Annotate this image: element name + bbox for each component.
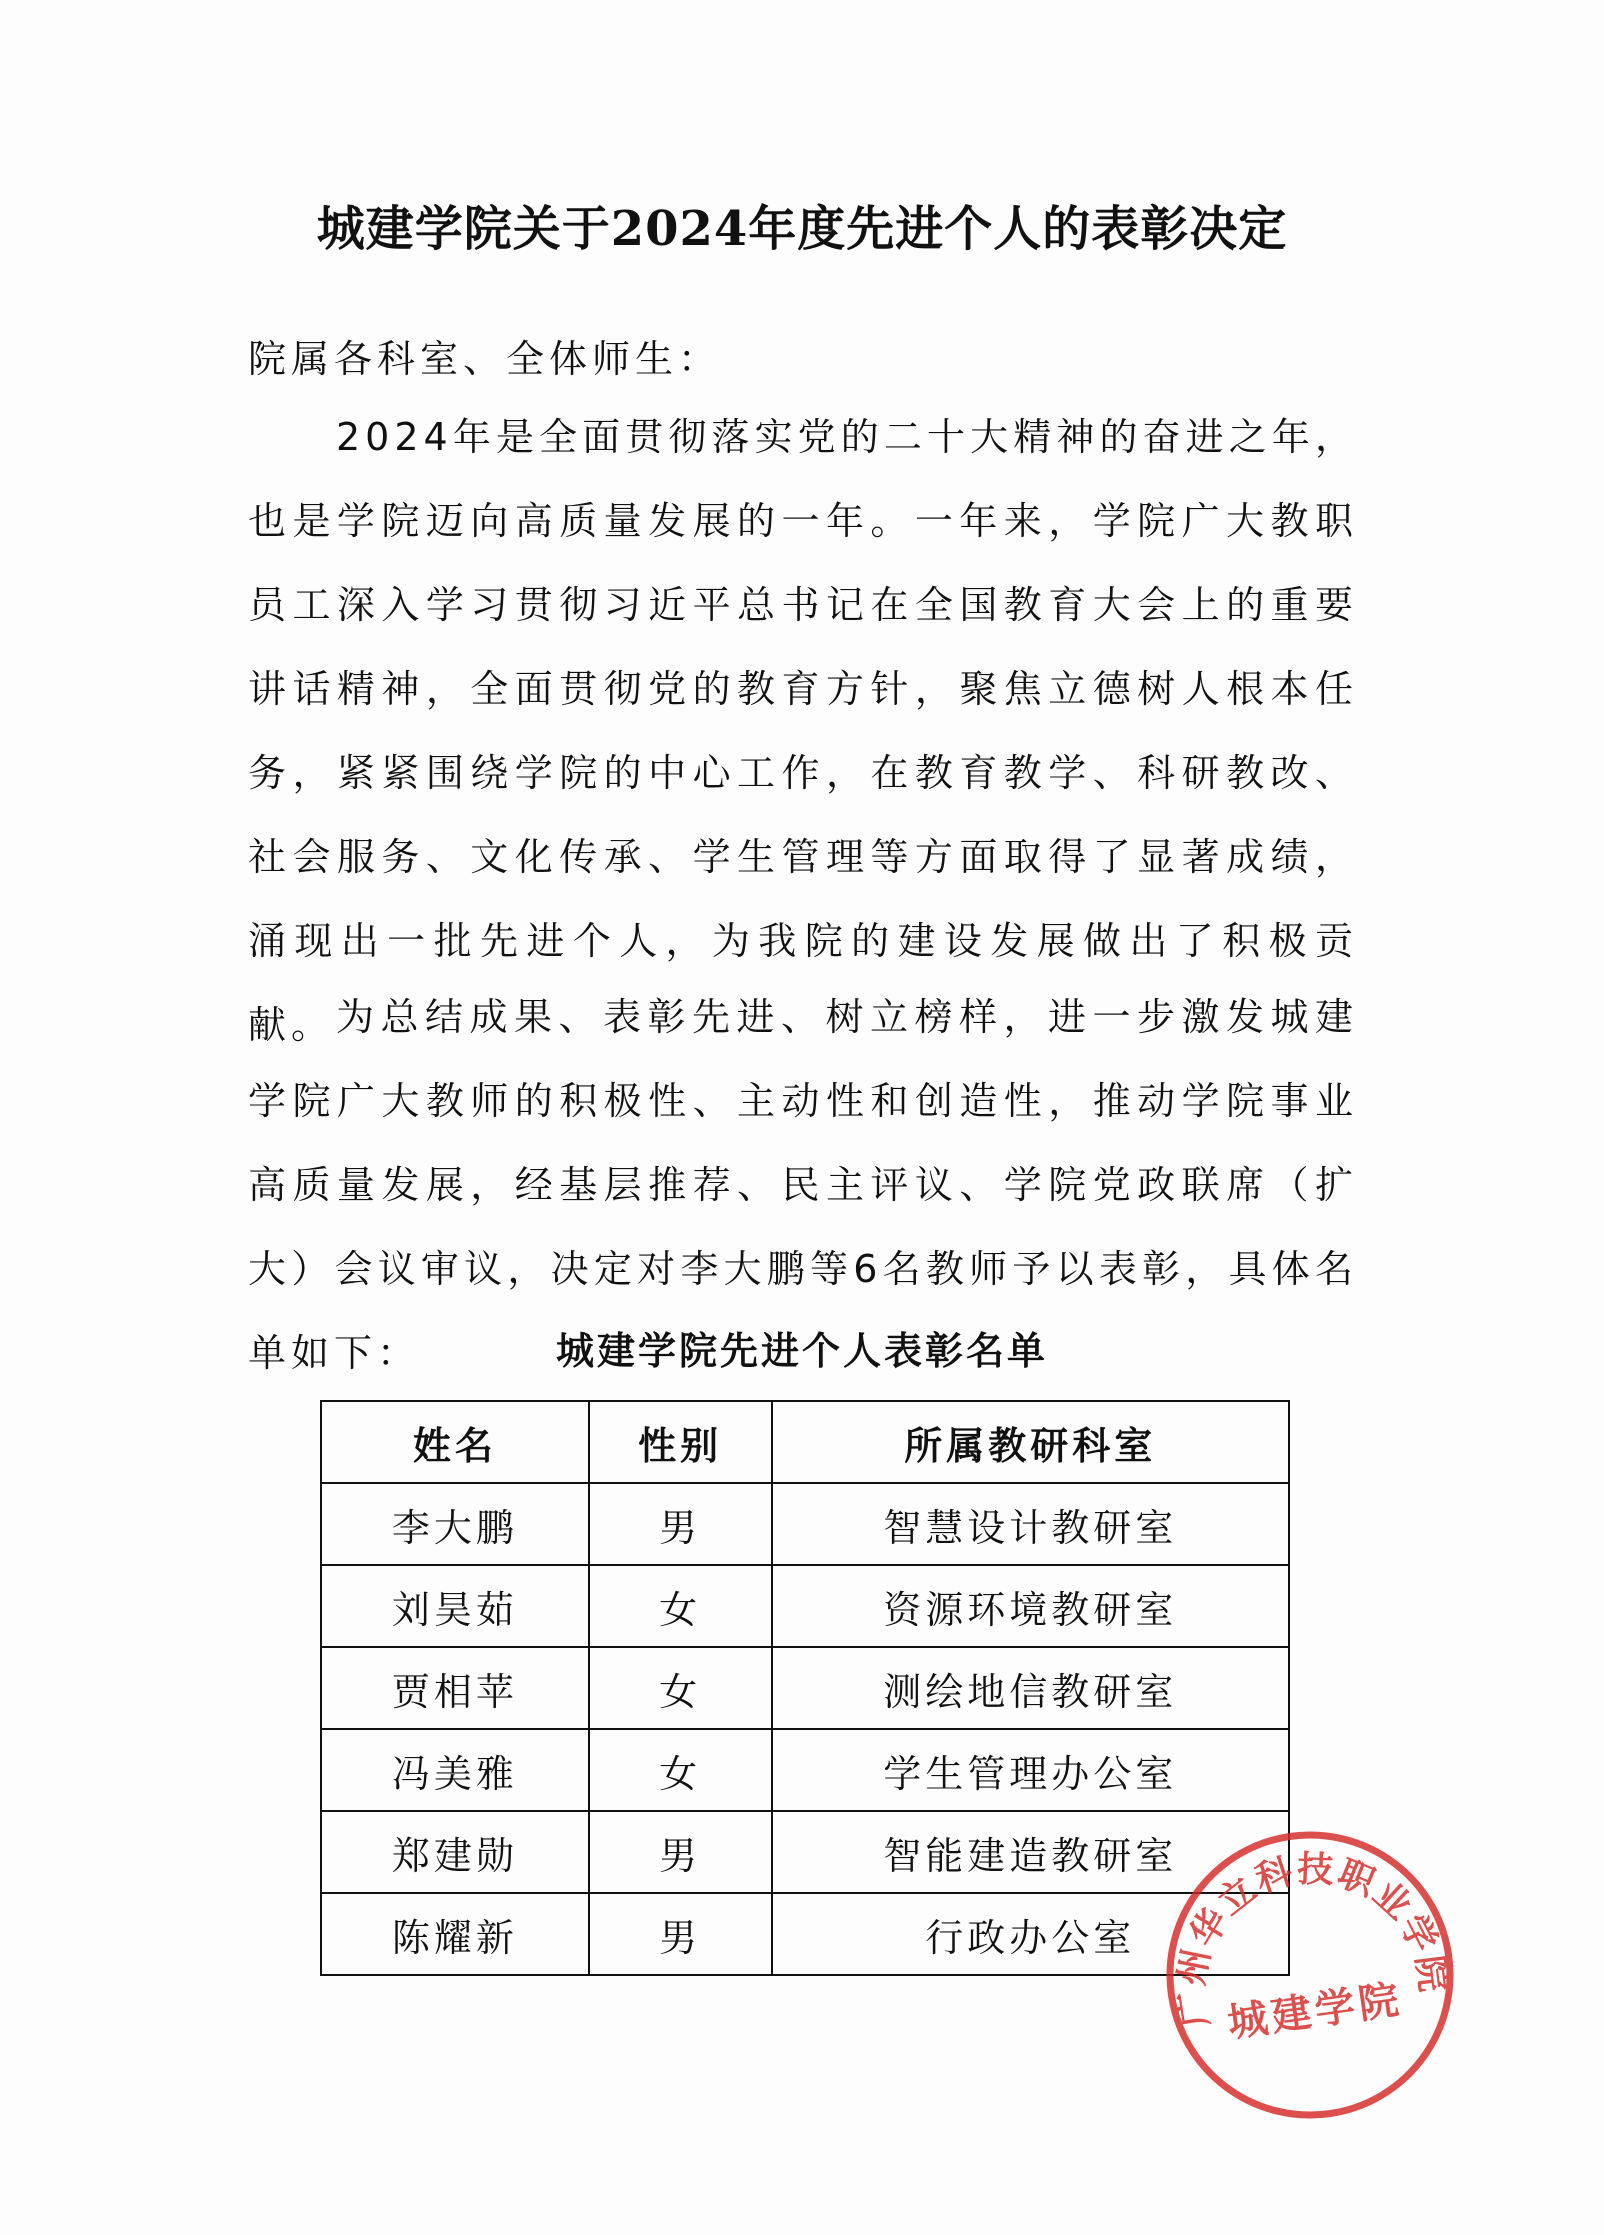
salutation: 院属各科室、全体师生： bbox=[248, 337, 722, 381]
cell-name: 郑建勋 bbox=[321, 1811, 589, 1893]
paragraph-1: 2024年是全面贯彻落实党的二十大精神的奋进之年，也是学院迈向高质量发展的一年。一年来，学院广大教职员工深入学习贯彻习近平总书记在全国教育大会上的重要讲话精神，全面贯彻党的教育方针，聚焦立德树人根本任务，紧紧围绕学院的中心工作，在教育教学、科研教改、社会服务、文化传承、学生管理等方面取得了显著成绩，涌现出一批先进个人，为我院的建设发展做出了积极贡献。 bbox=[248, 415, 1358, 1047]
seal-inner-text: 城建学院 bbox=[1224, 1976, 1406, 2047]
cell-gender: 男 bbox=[589, 1483, 772, 1565]
cell-department: 学生管理办公室 bbox=[772, 1729, 1289, 1811]
honor-list-table bbox=[320, 1400, 1290, 1976]
table-header-row bbox=[321, 1401, 1289, 1483]
cell-name: 冯美雅 bbox=[321, 1729, 589, 1811]
header-name: 姓名 bbox=[321, 1401, 589, 1483]
cell-gender: 女 bbox=[589, 1565, 772, 1647]
paragraph-2: 为总结成果、表彰先进、树立榜样，进一步激发城建学院广大教师的积极性、主动性和创造性，推动学院事业高质量发展，经基层推荐、民主评议、学院党政联席（扩大）会议审议，决定对李大鹏等6名教师予以表彰，具体名单如下： bbox=[248, 995, 1358, 1375]
header-department: 所属教研科室 bbox=[772, 1401, 1289, 1483]
page-title: 城建学院关于2024年度先进个人的表彰决定 bbox=[316, 201, 1288, 257]
cell-department: 智慧设计教研室 bbox=[772, 1483, 1289, 1565]
cell-gender: 女 bbox=[589, 1729, 772, 1811]
cell-name: 李大鹏 bbox=[321, 1483, 589, 1565]
table-row bbox=[321, 1893, 1289, 1975]
cell-name: 贾相苹 bbox=[321, 1647, 589, 1729]
cell-department: 智能建造教研室 bbox=[772, 1811, 1289, 1893]
table-row bbox=[321, 1483, 1289, 1565]
cell-gender: 女 bbox=[589, 1647, 772, 1729]
cell-department: 测绘地信教研室 bbox=[772, 1647, 1289, 1729]
cell-name: 刘昊茹 bbox=[321, 1565, 589, 1647]
table-row bbox=[321, 1565, 1289, 1647]
table-row bbox=[321, 1729, 1289, 1811]
table-row bbox=[321, 1647, 1289, 1729]
seal-outer-text: 广州华立科技职业学院 bbox=[1170, 1848, 1454, 2030]
header-gender: 性别 bbox=[589, 1401, 772, 1483]
official-seal bbox=[1141, 1806, 1480, 2145]
cell-name: 陈耀新 bbox=[321, 1893, 589, 1975]
cell-department: 资源环境教研室 bbox=[772, 1565, 1289, 1647]
cell-gender: 男 bbox=[589, 1893, 772, 1975]
cell-department: 行政办公室 bbox=[772, 1893, 1289, 1975]
table-title: 城建学院先进个人表彰名单 bbox=[555, 1329, 1048, 1373]
cell-gender: 男 bbox=[589, 1811, 772, 1893]
